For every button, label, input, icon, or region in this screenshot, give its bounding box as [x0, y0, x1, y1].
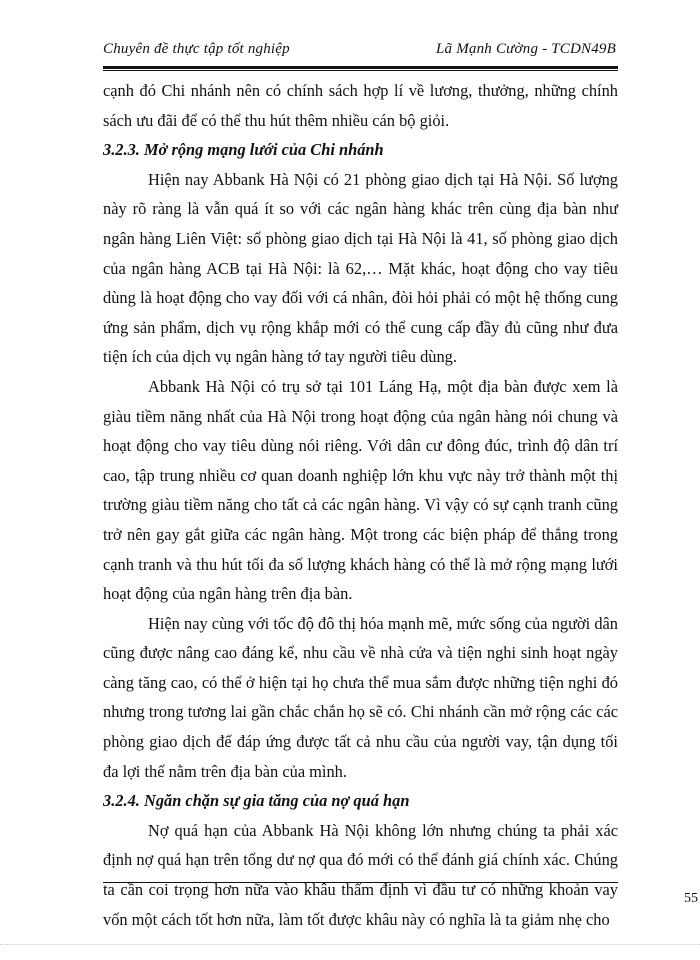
body-text [103, 76, 618, 934]
section-heading-3-2-3: 3.2.3. Mở rộng mạng lưới của Chi nhánh [103, 140, 384, 160]
paragraph: Hiện nay cùng với tốc độ đô thị hóa mạnh mẽ, mức sống của người dân cũng được nâng cao đáng kể, nhu cầu về nhà cửa và tiện nghi sinh hoạt ngày càng tăng cao, có thể ở hiện tại họ chưa thể mua sắm được những tiện nghi đó nhưng trong tương lai gần chắc chắn họ sẽ có. Chi nhánh cần mở rộng các các phòng giao dịch để đáp ứng được tất cả nhu cầu của người vay, tận dụng tối đa lợi thế nằm trên địa bàn của mình. [103, 613, 618, 781]
page-bottom-edge [0, 944, 700, 945]
section-heading-3-2-4: 3.2.4. Ngăn chặn sự gia tăng của nợ quá hạn [103, 791, 410, 811]
header-rule-thick [103, 66, 618, 69]
paragraph: Abbank Hà Nội có trụ sở tại 101 Láng Hạ, một địa bàn được xem là giàu tiềm năng nhất của Hà Nội trong hoạt động của ngân hàng nói chung và hoạt động cho vay tiêu dùng nói riêng. Với dân cư đông đúc, trình độ dân trí cao, tập trung nhiều cơ quan doanh nghiệp lớn khu vực này trở thành một thị trường giàu tiềm năng cho tất cả các ngân hàng. Vì vậy có sự cạnh tranh cũng trở nên gay gắt giữa các ngân hàng. Một trong các biện pháp để thắng trong cạnh tranh và thu hút tối đa số lượng khách hàng có thể là mở rộng mạng lưới hoạt động của ngân hàng trên địa bàn. [103, 376, 618, 604]
paragraph-continued: cạnh đó Chi nhánh nên có chính sách hợp lí về lương, thưởng, những chính sách ưu đãi để có thể thu hút thêm nhiều cán bộ giỏi. [103, 81, 618, 130]
page-number: 55 [684, 891, 698, 906]
paragraph: Hiện nay Abbank Hà Nội có 21 phòng giao dịch tại Hà Nội. Số lượng này rõ ràng là vẫn quá ít so với các ngân hàng khác trên cùng địa bàn như ngân hàng Liên Việt: số phòng giao dịch tại Hà Nội là 41, số phòng giao dịch của ngân hàng ACB tại Hà Nội: là 62,… Mặt khác, hoạt động cho vay tiêu dùng là hoạt động cho vay đối với cá nhân, đòi hỏi phải có một hệ thống cung ứng sản phẩm, dịch vụ rộng khắp mới có thể cung cấp đầy đủ cũng như đưa tiện ích của dịch vụ ngân hàng tớ tay người tiêu dùng. [103, 169, 618, 367]
paragraph: Nợ quá hạn của Abbank Hà Nội không lớn nhưng chúng ta phải xác định nợ quá hạn trên tổng dư nợ qua đó mới có thể đánh giá chính xác. Chúng ta cần coi trọng hơn nữa vào khâu thẩm định vì đầu tư có những khoản vay vốn một cách tốt hơn nữa, làm tốt được khâu này có nghĩa là ta giảm nhẹ cho [103, 820, 618, 929]
running-header [103, 41, 616, 65]
header-author: Lã Mạnh Cường - TCDN49B [436, 41, 616, 57]
footer-rule [103, 882, 618, 883]
header-title: Chuyên đề thực tập tốt nghiệp [103, 41, 290, 57]
header-rule-thin [103, 70, 618, 71]
